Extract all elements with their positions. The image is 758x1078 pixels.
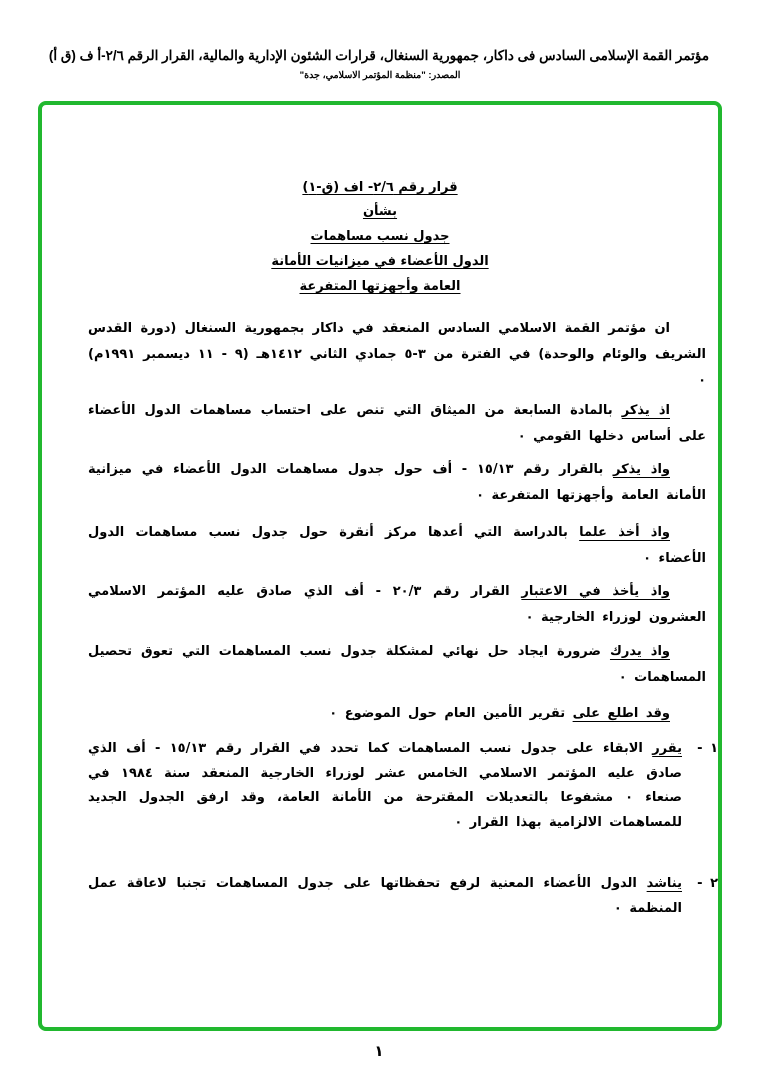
title-line: جدول نسب مساهمات — [310, 229, 450, 244]
title-line: الدول الأعضاء في ميزانيات الأمانة — [271, 254, 489, 269]
item-number: ٢ - — [697, 876, 718, 891]
title-line: العامة وأجهزتها المتفرعة — [299, 279, 461, 294]
preamble-paragraph: وقد اطلع على تقرير الأمين العام حول الموضوع ٠ — [329, 706, 670, 721]
preamble-paragraph: اذ يذكر بالمادة السابعة من الميثاق التي تنص على احتساب مساهمات الدول الأعضاء على أساس دخلها القومي ٠ — [88, 403, 706, 444]
document-header-title: مؤتمر القمة الإسلامى السادس فى داكار، جمهورية السنغال، قرارات الشئون الإدارية والمالية، القرار الرقم ٢/٦-أ ف (ق أ) — [48, 48, 710, 63]
document-source: المصدر: "منظمة المؤتمر الاسلامي، جدة" — [299, 70, 461, 81]
preamble-paragraph: واذ أخذ علما بالدراسة التي أعدها مركز أنقرة حول جدول نسب مساهمات الدول الأعضاء ٠ — [88, 525, 706, 566]
resolution-number: قرار رقم ٢/٦- اف (ق-١) — [302, 180, 458, 195]
item-number: ١ - — [697, 741, 718, 756]
item-text: يناشد الدول الأعضاء المعنية لرفع تحفظاتها على جدول المساهمات تجنبا لاعاقة عمل المنظمة ٠ — [88, 876, 682, 916]
preamble-intro: ان مؤتمر القمة الاسلامي السادس المنعقد في داكار بجمهورية السنغال (دورة القدس الشريف والوئام والوحدة) في الفترة من ٣-٥ جمادي الثاني ١٤١٢هـ (٩ - ١١ ديسمبر ١٩٩١م) ٠ — [88, 321, 706, 388]
operative-item — [88, 872, 718, 921]
preamble-paragraph: واذ يدرك ضرورة ايجاد حل نهائي لمشكلة جدول نسب المساهمات التي تعوق تحصيل المساهمات ٠ — [88, 644, 706, 685]
page-number: ١ — [374, 1042, 384, 1060]
preamble-paragraph: واذ يذكر بالقرار رقم ١٥/١٣ - أف حول جدول مساهمات الدول الأعضاء في ميزانية الأمانة العامة وأجهزتها المتفرعة ٠ — [88, 462, 706, 503]
item-text: يقرر الابقاء على جدول نسب المساهمات كما تحدد في القرار رقم ١٥/١٣ - أف الذي صادق عليه المؤتمر الاسلامي الخامس عشر لوزراء الخارجية المنعقد سنة ١٩٨٤ في صنعاء ٠ مشفوعا بالتعديلات المقترحة من الأمانة العامة، وقد ارفق الجدول الجديد للمساهمات الالزامية بهذا القرار ٠ — [88, 741, 682, 830]
operative-item — [88, 737, 718, 835]
preamble-paragraph: واذ يأخذ في الاعتبار القرار رقم ٢٠/٣ - أف الذي صادق عليه المؤتمر الاسلامي العشرون لوزراء الخارجية ٠ — [88, 584, 706, 625]
title-line: بشأن — [362, 204, 398, 219]
